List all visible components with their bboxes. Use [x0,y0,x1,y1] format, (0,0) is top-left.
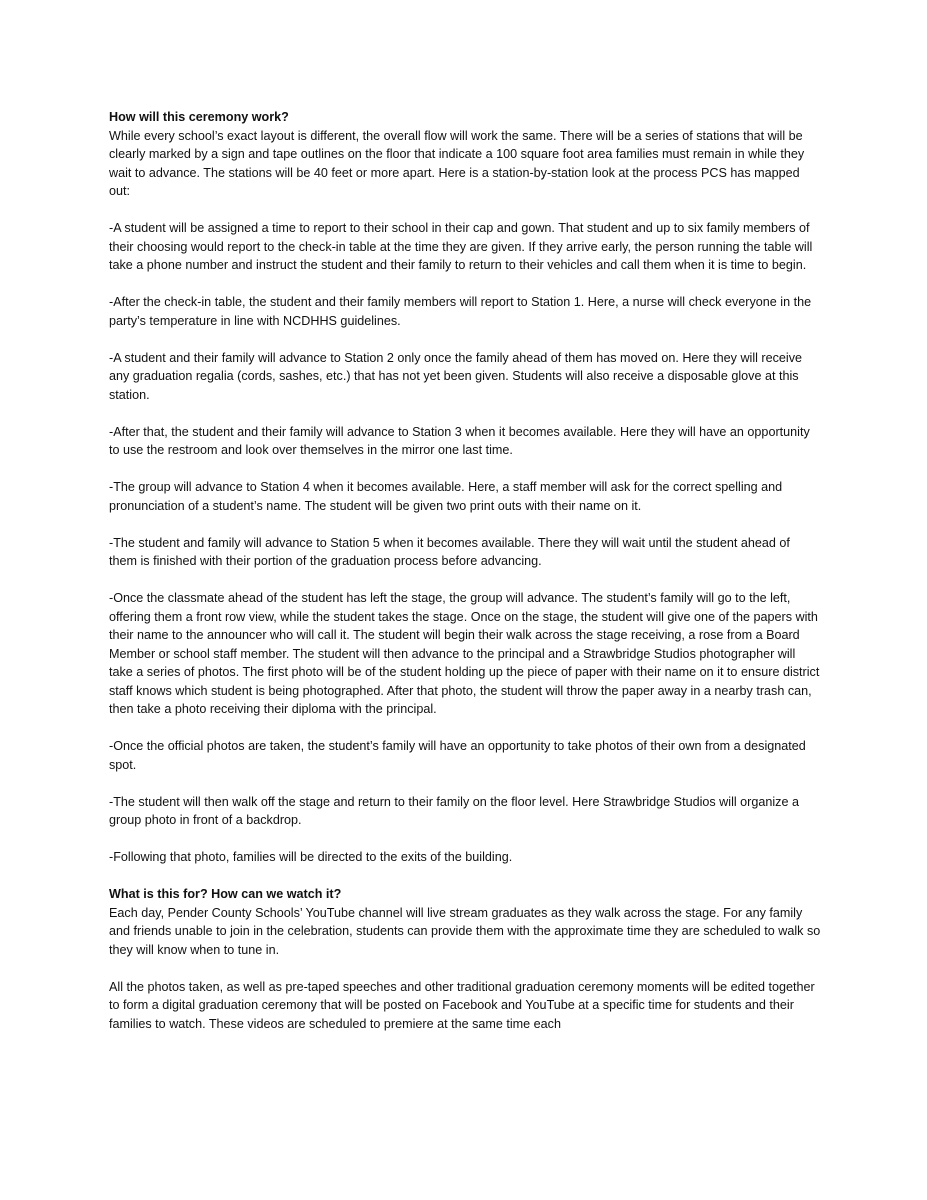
section-ceremony [109,108,821,867]
step-paragraph: -Once the official photos are taken, the student’s family will have an opportunity to take photos of their own from a designated spot. [109,739,806,772]
step-paragraph: -Following that photo, families will be directed to the exits of the building. [109,850,513,864]
section-heading-ceremony: How will this ceremony work? [109,110,289,124]
step-paragraph: -Once the classmate ahead of the student has left the stage, the group will advance. The student’s family will go to the left, offering them a front row view, while the student takes the stage. Once on the stage, the student will give one of the papers with their name to the announcer who will call it. The student will begin their walk across the stage receiving, a rose from a Board Member or school staff member. The student will then advance to the principal and a Strawbridge Studios photographer will take a series of photos. The first photo will be of the student holding up the piece of paper with their name on it to ensure district staff knows which student is being photographed. After that photo, the student will throw the paper away in a nearby trash can, then take a photo receiving their diploma with the principal. [109,591,820,716]
watch-paragraph: Each day, Pender County Schools’ YouTube channel will live stream graduates as they walk across the stage. For any family and friends unable to join in the celebration, students can provide them with the approximate time they are scheduled to walk so they will know when to tune in. [109,905,821,957]
step-paragraph: -After that, the student and their family will advance to Station 3 when it becomes available. Here they will have an opportunity to use the restroom and look over themselves in the mirror one last time. [109,424,810,457]
intro-paragraph: While every school’s exact layout is different, the overall flow will work the same. There will be a series of stations that will be clearly marked by a sign and tape outlines on the floor that indicate a 100 square foot area families must remain in while they wait to advance. The stations will be 40 feet or more apart. Here is a station-by-station look at the process PCS has mapped out: [109,128,805,198]
section-heading-watch: What is this for? How can we watch it? [109,887,342,901]
step-paragraph: -The student and family will advance to Station 5 when it becomes available. There they will wait until the student ahead of them is finished with their portion of the graduation process before advancing. [109,535,790,568]
step-paragraph: -A student will be assigned a time to report to their school in their cap and gown. That student and up to six family members of their choosing would report to the check-in table at the time they are given. If they arrive early, the person running the table will take a phone number and instruct the student and their family to return to their vehicles and call them when it is time to begin. [109,221,813,272]
section-watch [109,885,821,1033]
document-page [109,108,821,1052]
step-paragraph: -A student and their family will advance to Station 2 only once the family ahead of them has moved on. Here they will receive any graduation regalia (cords, sashes, etc.) that has not yet been given. Students will also receive a disposable glove at this station. [109,350,803,402]
step-paragraph: -The student will then walk off the stage and return to their family on the floor level. Here Strawbridge Studios will organize a group photo in front of a backdrop. [109,794,799,827]
step-paragraph: -After the check-in table, the student and their family members will report to Station 1. Here, a nurse will check everyone in the party’s temperature in line with NCDHHS guidelines. [109,295,812,328]
watch-paragraph: All the photos taken, as well as pre-taped speeches and other traditional graduation ceremony moments will be edited together to form a digital graduation ceremony that will be posted on Facebook and YouTube at a specific time for students and their families to watch. These videos are scheduled to premiere at the same time each [109,979,815,1031]
step-paragraph: -The group will advance to Station 4 when it becomes available. Here, a staff member will ask for the correct spelling and pronunciation of a student’s name. The student will be given two print outs with their name on it. [109,480,783,513]
